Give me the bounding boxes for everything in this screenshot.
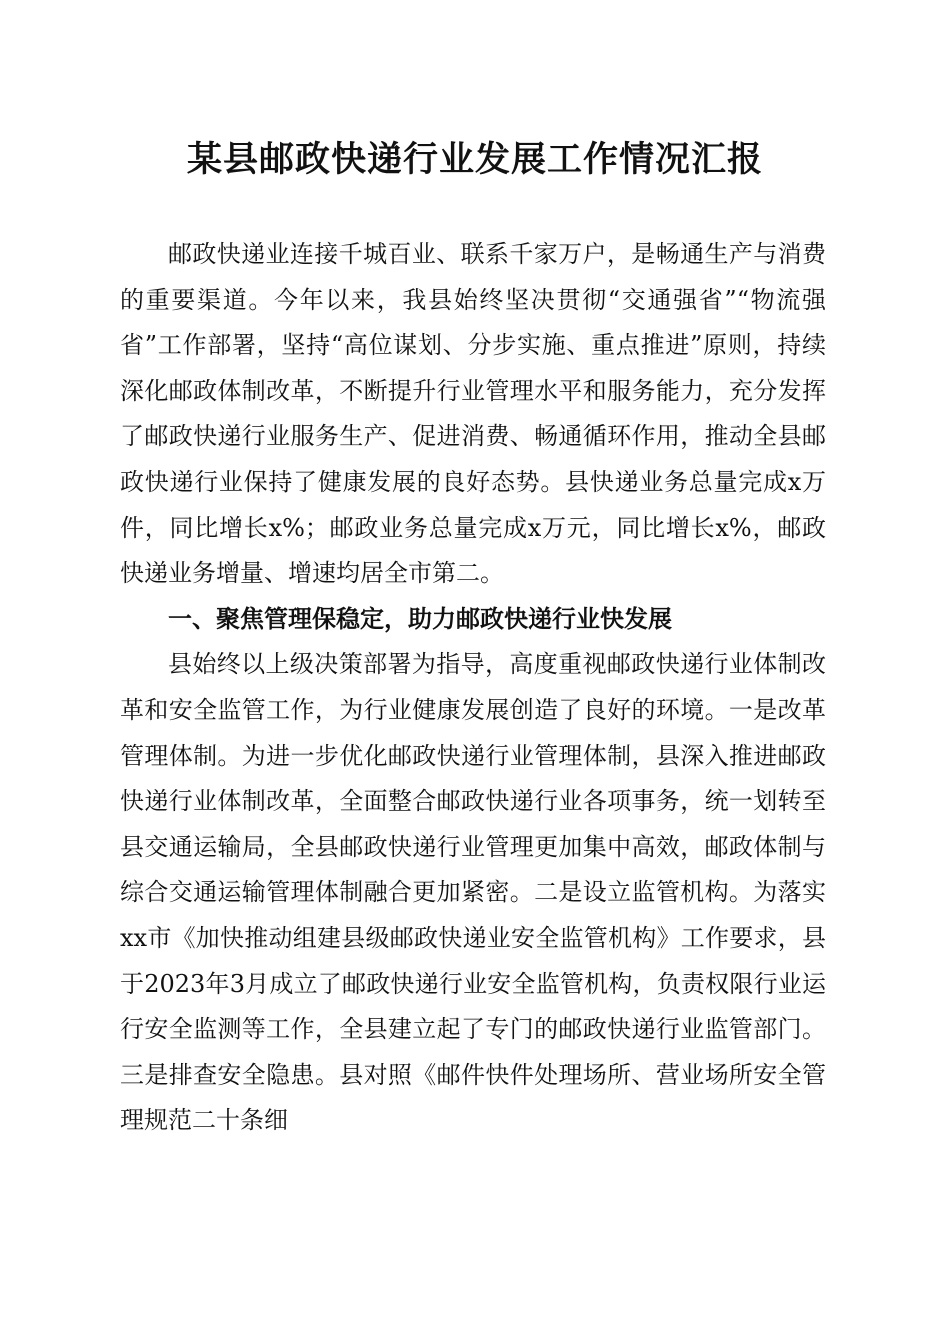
document-title: 某县邮政快递行业发展工作情况汇报 <box>186 139 763 180</box>
section-1-heading: 一、聚焦管理保稳定，助力邮政快递行业快发展 <box>168 604 672 633</box>
document-body <box>120 232 826 1144</box>
section-1-paragraph: 县始终以上级决策部署为指导，高度重视邮政快递行业体制改革和安全监管工作，为行业健康发展创造了良好的环境。一是改革管理体制。为进一步优化邮政快递行业管理体制，县深入推进邮政快递行业体制改革，全面整合邮政快递行业各项事务，统一划转至县交通运输局，全县邮政快递行业管理更加集中高效，邮政体制与综合交通运输管理体制融合更加紧密。二是设立监管机构。为落实xx市《加快推动组建县级邮政快递业安全监管机构》工作要求，县于2023年3月成立了邮政快递行业安全监管机构，负责权限行业运行安全监测等工作，全县建立起了专门的邮政快递行业监管部门。三是排查安全隐患。县对照《邮件快件处理场所、营业场所安全管理规范二十条细 <box>120 650 826 1135</box>
intro-paragraph: 邮政快递业连接千城百业、联系千家万户，是畅通生产与消费的重要渠道。今年以来，我县始终坚决贯彻“交通强省”“物流强省”工作部署，坚持“高位谋划、分步实施、重点推进”原则，持续深化邮政体制改革，不断提升行业管理水平和服务能力，充分发挥了邮政快递行业服务生产、促进消费、畅通循环作用，推动全县邮政快递行业保持了健康发展的良好态势。县快递业务总量完成x万件，同比增长x%；邮政业务总量完成x万元，同比增长x%，邮政快递业务增量、增速均居全市第二。 <box>120 240 826 588</box>
